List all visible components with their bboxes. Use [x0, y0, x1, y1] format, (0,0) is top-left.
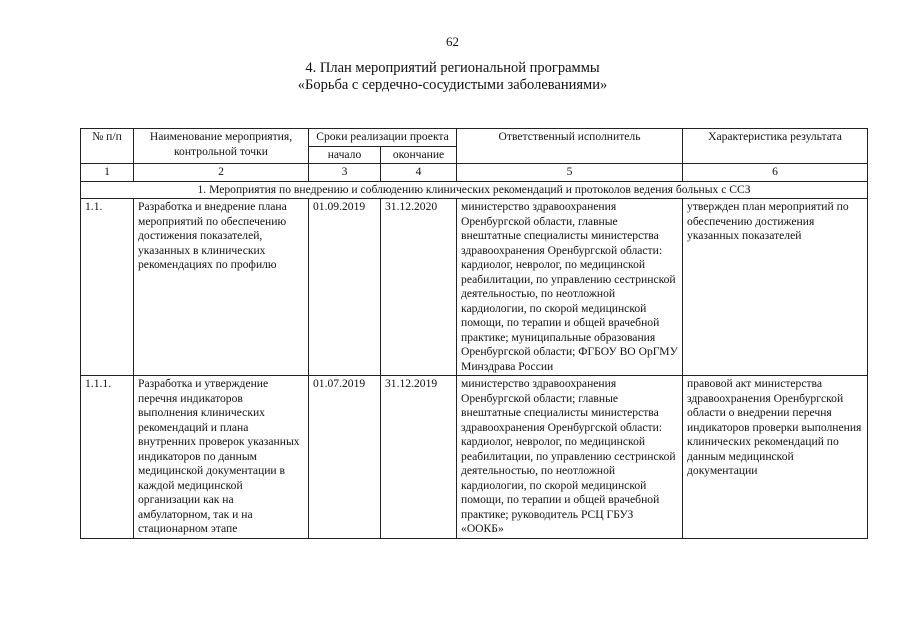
start-date: 01.09.2019	[309, 199, 381, 376]
column-number: 6	[683, 164, 868, 182]
header-num: № п/п	[81, 129, 134, 164]
activity-name: Разработка и внедрение плана мероприятий по обеспечению достижения показателей, указанных в клинических рекомендациях по профилю	[134, 199, 309, 376]
result-characteristic: правовой акт министерства здравоохранения Оренбургской области о внедрении перечня индикаторов проверки выполнения клинических рекомендаций по данным медицинской документации	[683, 376, 868, 539]
section-title: 1. Мероприятия по внедрению и соблюдению клинических рекомендаций и протоколов ведения больных с ССЗ	[81, 181, 868, 199]
column-number: 3	[309, 164, 381, 182]
result-characteristic: утвержден план мероприятий по обеспечению достижения указанных показателей	[683, 199, 868, 376]
title-line-1: 4. План мероприятий региональной программы	[305, 60, 600, 76]
table-row	[81, 199, 868, 376]
header-responsible: Ответственный исполнитель	[457, 129, 683, 164]
document-title	[0, 60, 905, 94]
title-line-2: «Борьба с сердечно-сосудистыми заболеваниями»	[297, 77, 608, 93]
activity-name: Разработка и утверждение перечня индикаторов выполнения клинических рекомендаций и плана внутренних проверок указанных индикаторов по данным медицинской документации в каждой медицинской организации как на амбулаторном, так и на стационарном этапе	[134, 376, 309, 539]
column-number: 5	[457, 164, 683, 182]
row-number: 1.1.1.	[81, 376, 134, 539]
column-number: 1	[81, 164, 134, 182]
header-result: Характеристика результата	[683, 129, 868, 164]
header-dates: Сроки реализации проекта	[309, 129, 457, 147]
start-date: 01.07.2019	[309, 376, 381, 539]
activities-table	[80, 128, 868, 539]
column-number-row	[81, 164, 868, 182]
table-row	[81, 376, 868, 539]
row-number: 1.1.	[81, 199, 134, 376]
end-date: 31.12.2019	[381, 376, 457, 539]
header-row	[81, 129, 868, 147]
header-start: начало	[309, 146, 381, 164]
column-number: 4	[381, 164, 457, 182]
header-end: окончание	[381, 146, 457, 164]
section-row	[81, 181, 868, 199]
responsible-executor: министерство здравоохранения Оренбургской области, главные внештатные специалисты министерства здравоохранения Оренбургской области: кардиолог, невролог, по медицинской реабилитации, по управлению сестринской деятельностью, по неотложной кардиологии, по скорой медицинской помощи, по терапии и общей врачебной практике; муниципальные образования Оренбургской области; ФГБОУ ВО ОрГМУ Минздрава России	[457, 199, 683, 376]
header-name: Наименование мероприятия, контрольной точки	[134, 129, 309, 164]
column-number: 2	[134, 164, 309, 182]
page-number: 62	[446, 34, 459, 49]
end-date: 31.12.2020	[381, 199, 457, 376]
responsible-executor: министерство здравоохранения Оренбургской области; главные внештатные специалисты министерства здравоохранения Оренбургской области: кардиолог, невролог, по медицинской реабилитации, по управлению сестринской деятельностью, по неотложной кардиологии, по скорой медицинской помощи, по терапии и общей врачебной практике; руководитель РСЦ ГБУЗ «ООКБ»	[457, 376, 683, 539]
